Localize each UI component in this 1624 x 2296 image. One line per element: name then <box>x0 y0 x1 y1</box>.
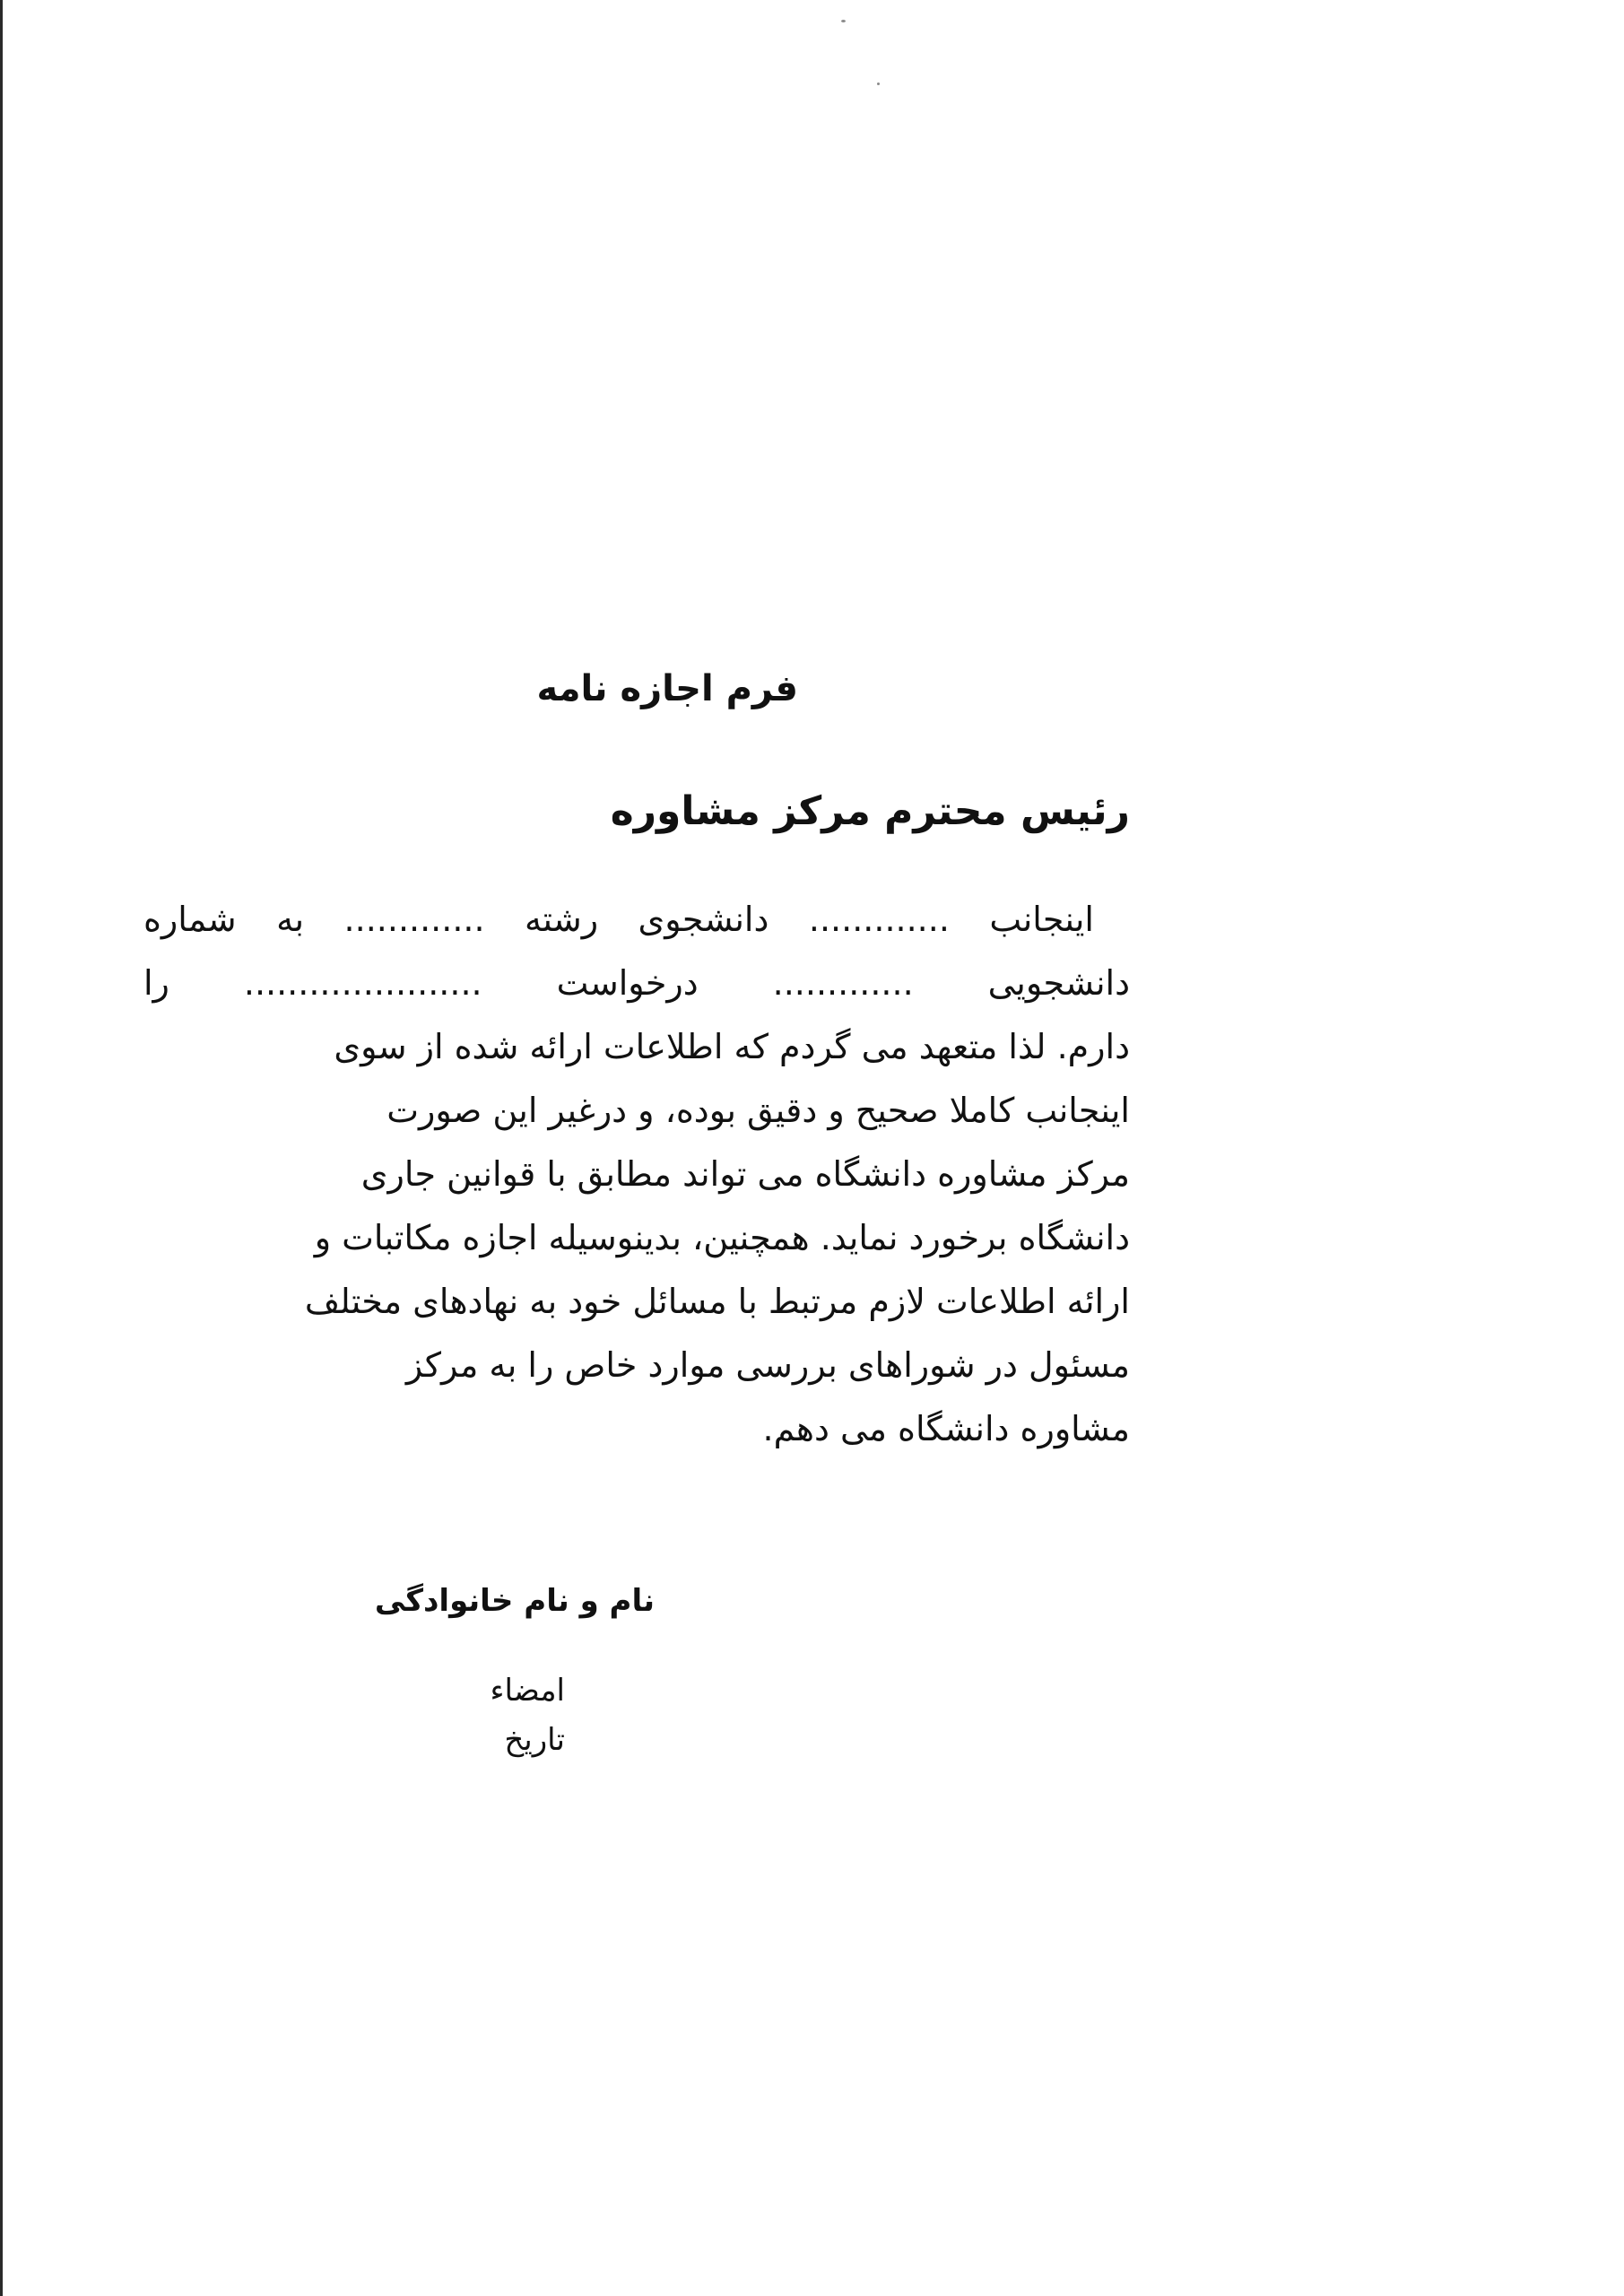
body-line: اینجانب ............. دانشجوی رشته ............. به شماره <box>143 900 1094 939</box>
full-name-label: نام و نام خانوادگی <box>374 1583 655 1619</box>
scan-left-edge <box>0 0 3 2296</box>
body-line: دارم. لذا متعهد می گردم که اطلاعات ارائه شده از سوی <box>334 1027 1130 1066</box>
body-line: مسئول در شوراهای بررسی موارد خاص را به مرکز <box>405 1345 1130 1385</box>
scan-speck <box>877 83 880 85</box>
body-line: مشاوره دانشگاه می دهم. <box>762 1409 1130 1448</box>
salutation: رئیس محترم مرکز مشاوره <box>610 788 1130 834</box>
form-body <box>143 888 1130 1461</box>
form-title: فرم اجازه نامه <box>536 668 798 709</box>
signature-label: امضاء <box>490 1673 565 1709</box>
body-line: دانشگاه برخورد نماید. همچنین، بدینوسیله اجازه مکاتبات و <box>314 1218 1130 1257</box>
body-line: مرکز مشاوره دانشگاه می تواند مطابق با قوانین جاری <box>360 1154 1130 1194</box>
body-line: دانشجویی ............. درخواست ...................... را <box>143 963 1130 1003</box>
body-line: اینجانب کاملا صحیح و دقیق بوده، و درغیر این صورت <box>386 1091 1130 1130</box>
body-line: ارائه اطلاعات لازم مرتبط با مسائل خود به نهادهای مختلف <box>304 1282 1130 1321</box>
scan-speck <box>841 20 846 22</box>
date-label: تاریخ <box>504 1722 565 1758</box>
